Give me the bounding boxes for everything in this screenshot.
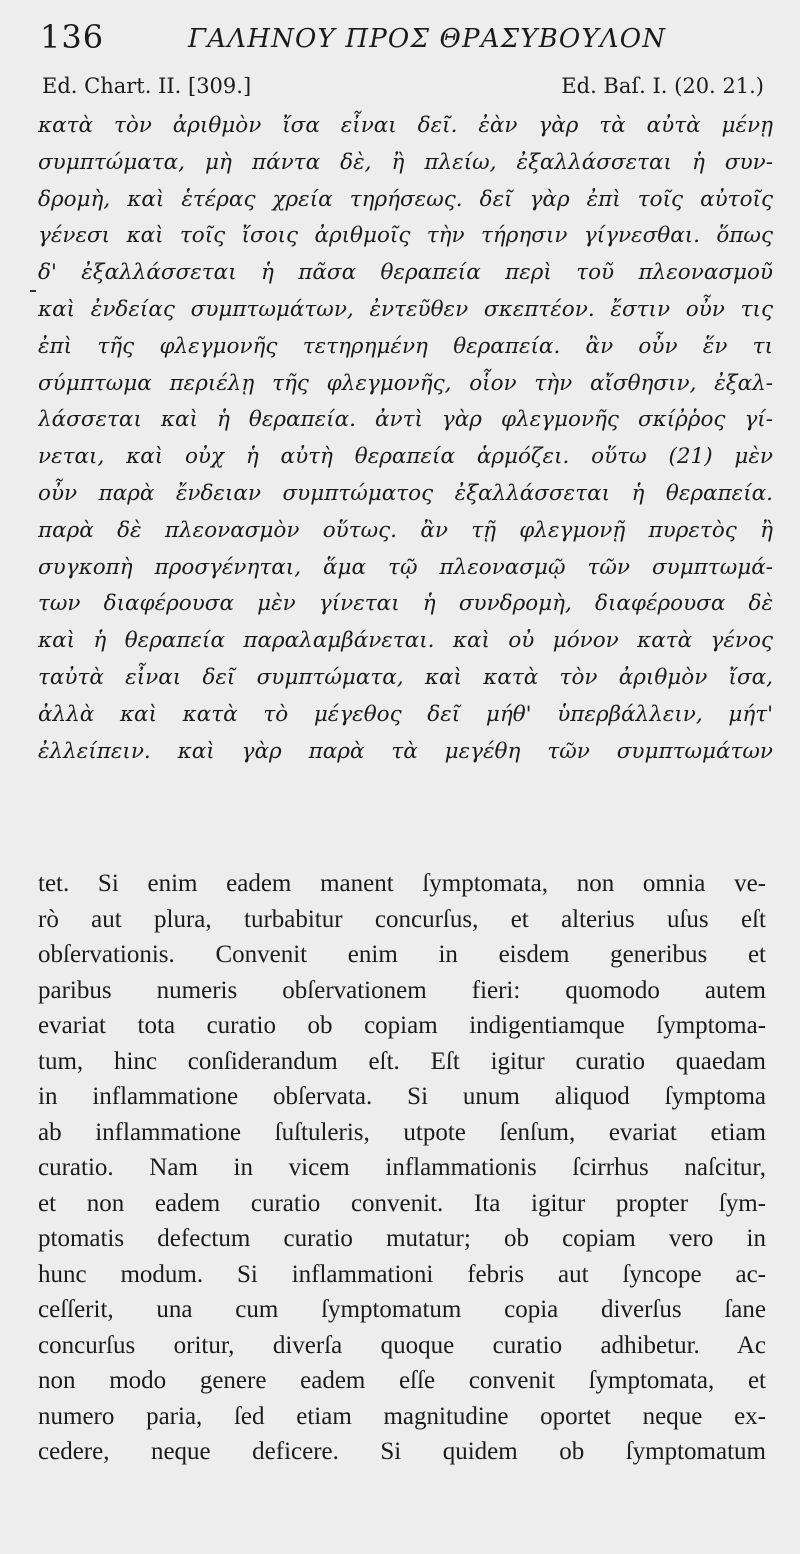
- latin-line: et non eadem curatio convenit. Ita igitur propter ſym-: [38, 1189, 766, 1217]
- latin-line: tum, hinc conſiderandum eſt. Eſt igitur curatio quaedam: [38, 1047, 766, 1075]
- greek-line: γένεσι καὶ τοῖς ἴσοις ἀριθμοῖς τὴν τήρησιν γίγνεσθαι. ὅπως: [38, 223, 773, 249]
- greek-line: καὶ ἡ θεραπεία παραλαμβάνεται. καὶ οὐ μόνον κατὰ γένος: [38, 628, 773, 654]
- greek-line: συμπτώματα, μὴ πάντα δὲ, ἢ πλείω, ἐξαλλάσσεται ἡ συν-: [38, 149, 773, 175]
- latin-line: concurſus oritur, diverſa quoque curatio adhibetur. Ac: [38, 1331, 766, 1359]
- latin-line: paribus numeris obſervationem fieri: quomodo autem: [38, 976, 766, 1004]
- latin-line: ab inflammatione ſuſtuleris, utpote ſenſum, evariat etiam: [38, 1118, 766, 1146]
- latin-line: in inflammatione obſervata. Si unum aliquod ſymptoma: [38, 1083, 766, 1110]
- greek-line: των διαφέρουσα μὲν γίνεται ἡ συνδρομὴ, διαφέρουσα δὲ: [38, 591, 773, 617]
- greek-line: λάσσεται καὶ ἡ θεραπεία. ἀντὶ γὰρ φλεγμονῆς σκίῤῥος γί-: [38, 407, 773, 433]
- greek-line: σύμπτωμα περιέλῃ τῆς φλεγμονῆς, οἷον τὴν αἴσθησιν, ἐξαλ-: [38, 370, 773, 396]
- latin-line: ceſſerit, una cum ſymptomatum copia diverſus ſane: [38, 1296, 766, 1323]
- ink-mark: [30, 290, 36, 292]
- running-head: [40, 18, 780, 58]
- page-number: 136: [40, 18, 105, 56]
- greek-line: δρομὴ, καὶ ἑτέρας χρεία τηρήσεως. δεῖ γὰρ ἐπὶ τοῖς αὐτοῖς: [38, 186, 773, 212]
- edition-reference-basel: Ed. Baſ. I. (20. 21.): [561, 74, 764, 98]
- greek-line: νεται, καὶ οὐχ ἡ αὐτὴ θεραπεία ἁρμόζει. οὕτω (21) μὲν: [38, 444, 773, 470]
- latin-line: ptomatis defectum curatio mutatur; ob copiam vero in: [38, 1225, 766, 1252]
- greek-line: ταὐτὰ εἶναι δεῖ συμπτώματα, καὶ κατὰ τὸν ἀριθμὸν ἴσα,: [38, 664, 773, 690]
- greek-line: συγκοπὴ προσγένηται, ἅμα τῷ πλεονασμῷ τῶν συμπτωμά-: [38, 554, 773, 580]
- greek-line: οὖν παρὰ ἔνδειαν συμπτώματος ἐξαλλάσσεται ἡ θεραπεία.: [38, 480, 773, 506]
- latin-line: hunc modum. Si inflammationi febris aut ſyncope ac-: [38, 1260, 766, 1288]
- latin-line: obſervationis. Convenit enim in eisdem generibus et: [38, 941, 766, 968]
- running-title: ΓΑΛΗΝΟΥ ΠΡΟΣ ΘΡΑΣΥΒΟΥΛΟΝ: [188, 24, 667, 54]
- latin-line: tet. Si enim eadem manent ſymptomata, non omnia ve-: [38, 870, 766, 897]
- greek-line: καὶ ἐνδείας συμπτωμάτων, ἐντεῦθεν σκεπτέον. ἔστιν οὖν τις: [38, 296, 773, 322]
- greek-line: δ' ἐξαλλάσσεται ἡ πᾶσα θεραπεία περὶ τοῦ πλεονασμοῦ: [38, 260, 773, 286]
- greek-line: παρὰ δὲ πλεονασμὸν οὕτως. ἂν τῇ φλεγμονῇ πυρετὸς ἢ: [38, 517, 773, 543]
- latin-translation-block: [38, 866, 766, 1470]
- edition-reference-chartier: Ed. Chart. II. [309.]: [42, 74, 252, 98]
- latin-line: numero paria, ſed etiam magnitudine oportet neque ex-: [38, 1402, 766, 1430]
- greek-line: ἐλλείπειν. καὶ γὰρ παρὰ τὰ μεγέθη τῶν συμπτωμάτων: [38, 738, 773, 764]
- latin-line: non modo genere eadem eſſe convenit ſymptomata, et: [38, 1367, 766, 1394]
- greek-line: ἀλλὰ καὶ κατὰ τὸ μέγεθος δεῖ μήθ' ὑπερβάλλειν, μήτ': [38, 701, 773, 727]
- latin-line: cedere, neque deficere. Si quidem ob ſymptomatum: [38, 1438, 766, 1465]
- latin-line: rò aut plura, turbabitur concurſus, et alterius uſus eſt: [38, 905, 766, 933]
- greek-line: κατὰ τὸν ἀριθμὸν ἴσα εἶναι δεῖ. ἐὰν γὰρ τὰ αὐτὰ μένῃ: [38, 113, 773, 138]
- greek-text-block: [38, 108, 773, 770]
- latin-line: evariat tota curatio ob copiam indigentiamque ſymptoma-: [38, 1012, 766, 1039]
- latin-line: curatio. Nam in vicem inflammationis ſcirrhus naſcitur,: [38, 1154, 766, 1181]
- greek-line: ἐπὶ τῆς φλεγμονῆς τετηρημένη θεραπεία. ἂν οὖν ἕν τι: [38, 333, 773, 359]
